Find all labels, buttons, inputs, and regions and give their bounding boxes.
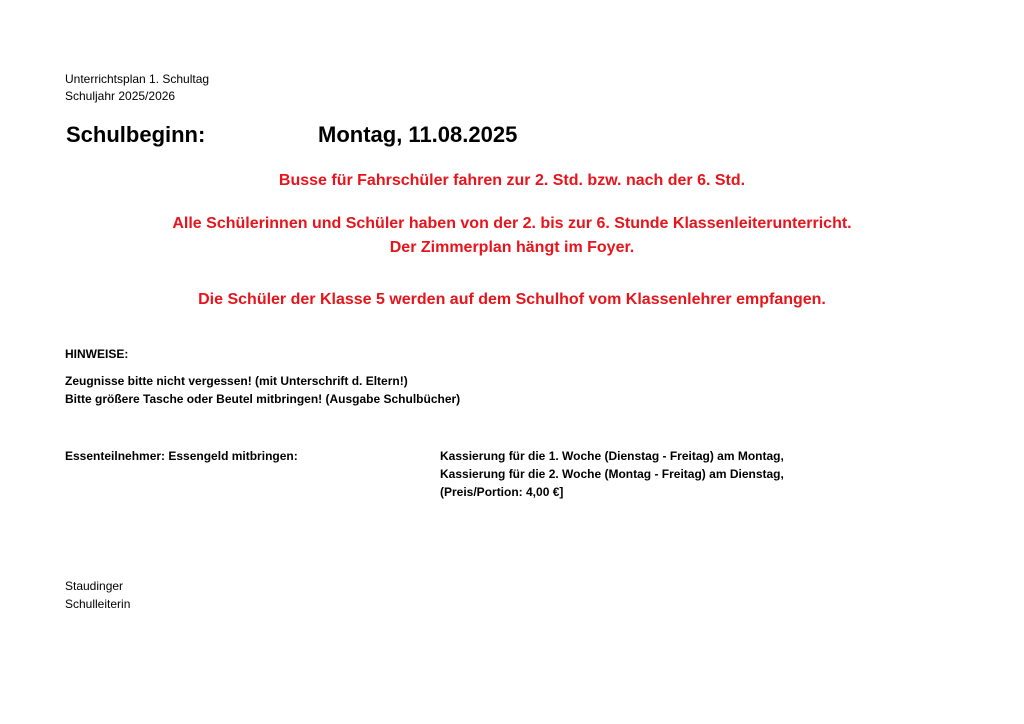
signature-name: Staudinger [65,579,124,593]
essen-kassierung-woche2: Kassierung für die 2. Woche (Montag - Freitag) am Dienstag, [440,467,784,481]
hinweis-zeugnisse: Zeugnisse bitte nicht vergessen! (mit Unterschrift d. Eltern!) [65,374,408,388]
essen-label: Essenteilnehmer: Essengeld mitbringen: [65,449,298,463]
class-teacher-notice: Alle Schülerinnen und Schüler haben von der 2. bis zur 6. Stunde Klassenleiterunterricht. [172,215,852,232]
class5-notice: Die Schüler der Klasse 5 werden auf dem Schulhof vom Klassenlehrer empfangen. [198,291,826,308]
essen-kassierung-woche1: Kassierung für die 1. Woche (Dienstag - Freitag) am Montag, [440,449,784,463]
hinweise-heading: HINWEISE: [65,347,129,361]
essen-preis: (Preis/Portion: 4,00 €] [440,485,564,499]
header-school-year: Schuljahr 2025/2026 [65,89,176,103]
header-plan-title: Unterrichtsplan 1. Schultag [65,72,210,86]
title-label: Schulbeginn: [66,122,206,147]
title-date: Montag, 11.08.2025 [318,122,518,147]
room-plan-notice: Der Zimmerplan hängt im Foyer. [389,239,635,256]
bus-notice: Busse für Fahrschüler fahren zur 2. Std. bzw. nach der 6. Std. [278,172,746,189]
hinweis-tasche: Bitte größere Tasche oder Beutel mitbringen! (Ausgabe Schulbücher) [65,392,461,406]
signature-role: Schulleiterin [65,597,131,611]
